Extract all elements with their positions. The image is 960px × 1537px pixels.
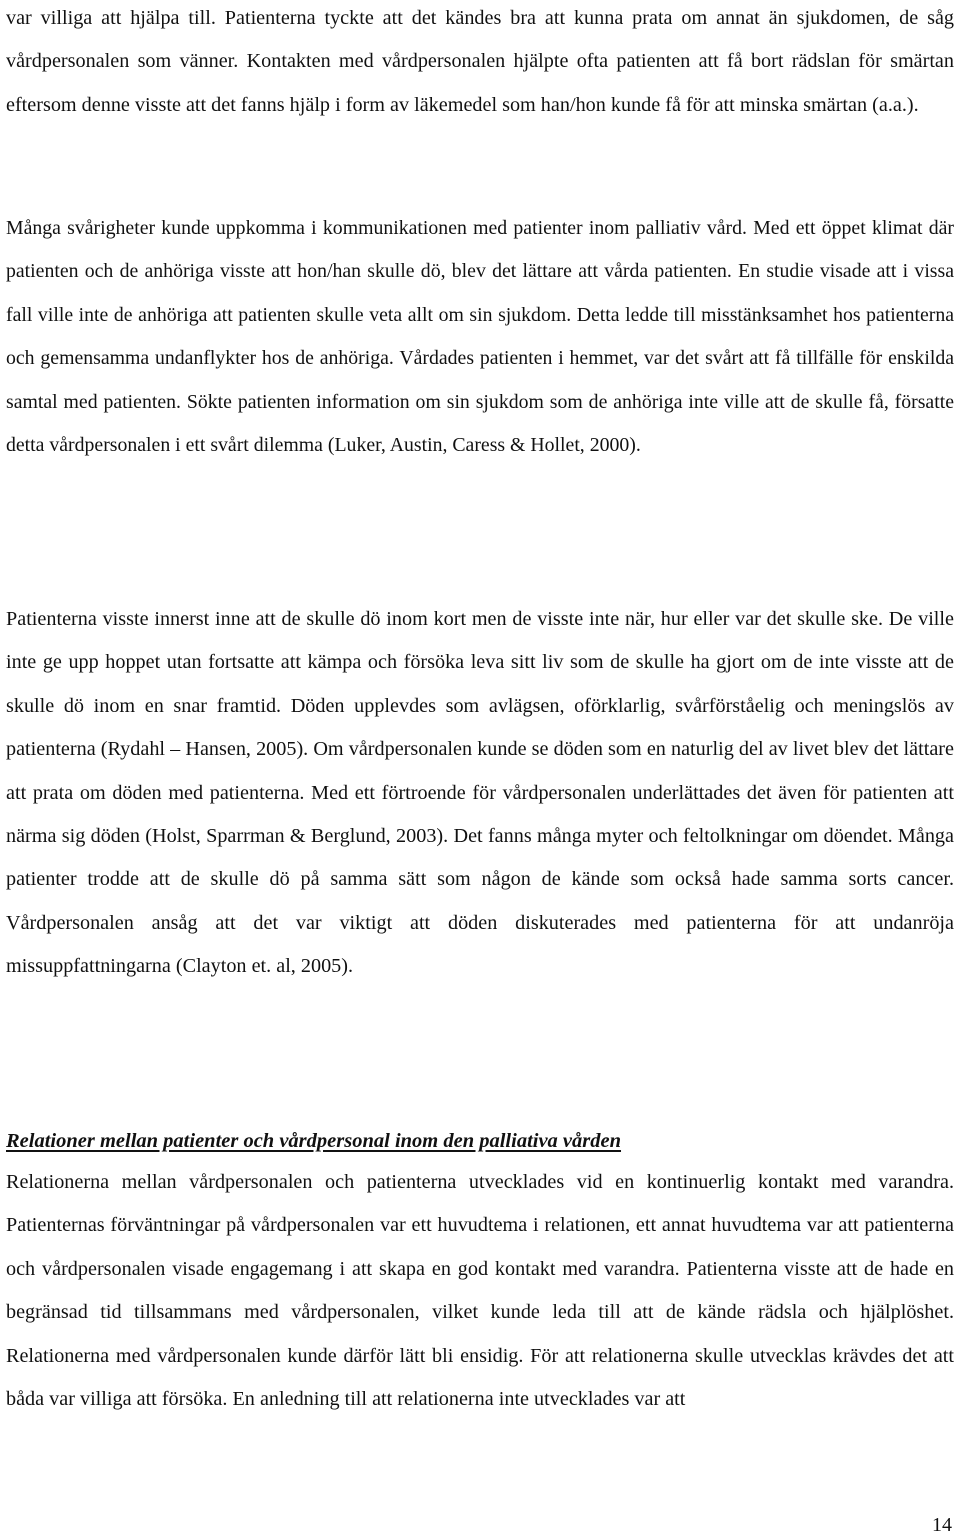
paragraph-communication: Många svårigheter kunde uppkomma i kommunikationen med patienter inom palliativ vård. Med ett öppet klimat där patienten och de anhöriga visste att hon/han skulle dö, blev det lättare att vårda patienten. En studie visade att i vissa fall ville inte de anhöriga att patienten skulle veta allt om sin sjukdom. Detta ledde till misstänksamhet hos patienterna och gemensamma undanflykter hos de anhöriga. Vårdades patienten i hemmet, var det svårt att få tillfälle för enskilda samtal med patienten. Sökte patienten information om sin sjukdom som de anhöriga inte ville att de skulle få, försatte detta vårdpersonalen i ett svårt dilemma (Luker, Austin, Caress & Hollet, 2000). <box>6 217 954 457</box>
page-number: 14 <box>932 1514 952 1536</box>
paragraph-relations: Relationerna mellan vårdpersonalen och patienterna utvecklades vid en kontinuerlig kontakt med varandra. Patienternas förväntningar på vårdpersonalen var ett huvudtema i relationen, ett annat huvudtema var att patienterna och vårdpersonalen visade engagemang i att skapa en god kontakt med varandra. Patienterna visste att de hade en begränsad tid tillsammans med vårdpersonalen, vilket kunde leda till att de kände rädsla och hjälplöshet. Relationerna med vårdpersonalen kunde därför lätt bli ensidig. För att relationerna skulle utvecklas krävdes det att båda var villiga att försöka. En anledning till att relationerna inte utvecklades var att <box>6 1171 954 1411</box>
section-heading: Relationer mellan patienter och vårdpersonal inom den palliativa vården <box>6 1130 622 1152</box>
paragraph-intro: var villiga att hjälpa till. Patienterna tyckte att det kändes bra att kunna prata om annat än sjukdomen, de såg vårdpersonalen som vänner. Kontakten med vårdpersonalen hjälpte ofta patienten att få bort rädslan för smärtan eftersom denne visste att det fanns hjälp i form av läkemedel som han/hon kunde få för att minska smärtan (a.a.). <box>6 7 954 116</box>
paragraph-death: Patienterna visste innerst inne att de skulle dö inom kort men de visste inte när, hur eller var det skulle ske. De ville inte ge upp hoppet utan fortsatte att kämpa och försöka leva sitt liv som de skulle ha gjort om de inte visste att de skulle dö inom en snar framtid. Döden upplevdes som avlägsen, oförklarlig, svårförståelig och meningslös av patienterna (Rydahl – Hansen, 2005). Om vårdpersonalen kunde se döden som en naturlig del av livet blev det lättare att prata om döden med patienterna. Med ett förtroende för vårdpersonalen underlättades det även för patienten att närma sig döden (Holst, Sparrman & Berglund, 2003). Det fanns många myter och feltolkningar om döendet. Många patienter trodde att de skulle dö på samma sätt som någon de kände som också hade samma sorts cancer. Vårdpersonalen ansåg att det var viktigt att döden diskuterades med patienterna för att undanröja missuppfattningarna (Clayton et. al, 2005). <box>6 608 954 978</box>
